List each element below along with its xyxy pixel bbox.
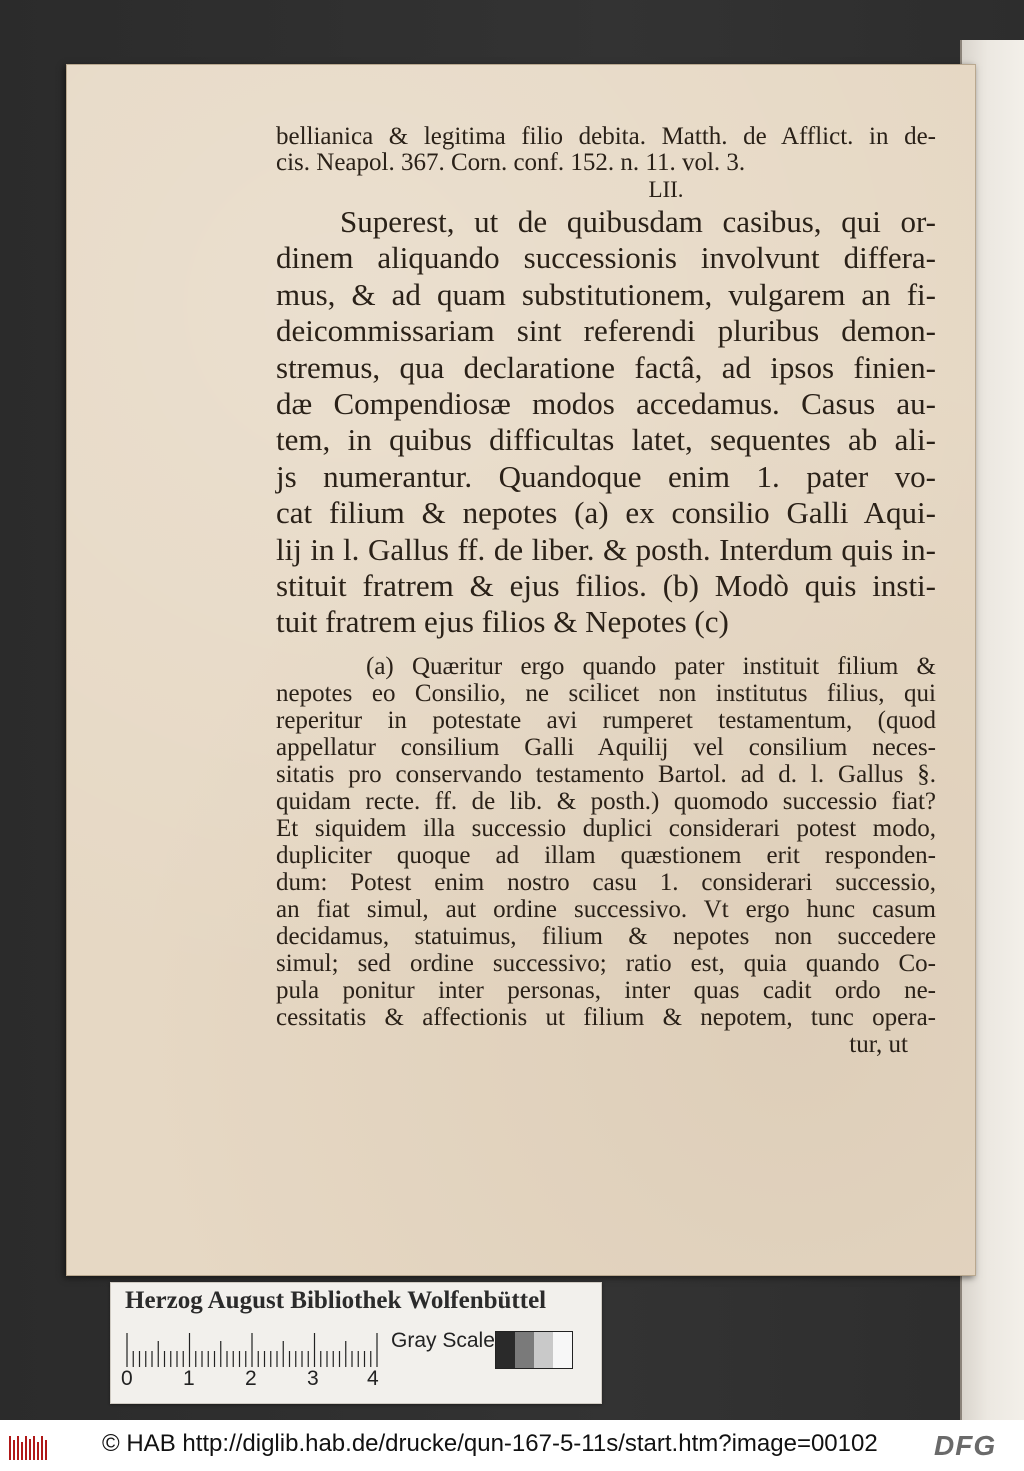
- library-color-card: [110, 1282, 602, 1404]
- paragraph-line: dinem aliquando successionis involvunt differa-: [276, 240, 936, 276]
- paragraph-line: mus, & ad quam substitutionem, vulgarem an fi-: [276, 276, 936, 312]
- gray-swatch: [534, 1332, 553, 1368]
- gray-swatch: [553, 1332, 572, 1368]
- footnote-line: dum: Potest enim nostro casu 1. considerari successio,: [276, 868, 936, 896]
- footnote-line: an fiat simul, aut ordine successivo. Vt ergo hunc casum: [276, 895, 936, 923]
- paragraph-line: tuit fratrem ejus filios & Nepotes (c): [276, 604, 729, 640]
- footnote-line: nepotes eo Consilio, ne scilicet non institutus filius, qui: [276, 679, 936, 707]
- page-text-column: [276, 124, 936, 1058]
- scale-number: 0: [121, 1367, 133, 1390]
- catchword: tur, ut: [849, 1030, 908, 1058]
- paragraph-line: stremus, qua declaratione factâ, ad ipsos finien-: [276, 349, 936, 385]
- footnote-line: pula ponitur inter personas, inter quas cadit ordo ne-: [276, 976, 936, 1004]
- footnote-line: dupliciter quoque ad illam quæstionem erit responden-: [276, 841, 936, 869]
- footnote-line: (a) Quæritur ergo quando pater instituit filium &: [366, 652, 936, 680]
- footnote-line: reperitur in potestate avi rumperet testamentum, (quod: [276, 706, 936, 734]
- gray-scale-swatches: [495, 1331, 573, 1369]
- footnote-line: sitatis pro conservando testamento Bartol. ad d. l. Gallus §.: [276, 760, 936, 788]
- footnote-line: decidamus, statuimus, filium & nepotes non succedere: [276, 922, 936, 950]
- paragraph-line: lij in l. Gallus ff. de liber. & posth. Interdum quis in-: [276, 531, 936, 567]
- scale-number: 3: [307, 1367, 319, 1390]
- paragraph-line: stituit fratrem & ejus filios. (b) Modò quis insti-: [276, 567, 936, 603]
- footnote-line: quidam recte. ff. de lib. & posth.) quomodo successio fiat?: [276, 787, 936, 815]
- paragraph-line: Superest, ut de quibusdam casibus, qui or-: [340, 204, 936, 239]
- main-paragraph: [276, 204, 936, 641]
- hab-barcode-logo-icon[interactable]: [8, 1434, 48, 1462]
- scale-number: 1: [183, 1367, 195, 1390]
- scale-ruler-icon: [123, 1331, 393, 1367]
- paragraph-line: cat filium & nepotes (a) ex consilio Galli Aqui-: [276, 495, 936, 531]
- gray-swatch: [515, 1332, 534, 1368]
- scale-number: 2: [245, 1367, 257, 1390]
- paragraph-line: dæ Compendiosæ modos accedamus. Casus au-: [276, 385, 936, 421]
- head-line: bellianica & legitima filio debita. Matth. de Afflict. in de-: [276, 123, 936, 150]
- gray-scale-label: Gray Scale: [391, 1329, 495, 1352]
- paragraph-line: tem, in quibus difficultas latet, sequentes ab ali-: [276, 422, 936, 458]
- paragraph-line: js numerantur. Quandoque enim 1. pater vo-: [276, 458, 936, 494]
- dfg-logo[interactable]: DFG: [934, 1430, 997, 1461]
- scale-number: 4: [367, 1367, 379, 1390]
- footnote-line: appellatur consilium Galli Aquilij vel consilium neces-: [276, 733, 936, 761]
- library-name: Herzog August Bibliothek Wolfenbüttel: [125, 1287, 547, 1314]
- section-number: LII.: [648, 177, 684, 202]
- viewer-footer: [0, 1420, 1024, 1471]
- carryover-lines: [276, 124, 936, 176]
- footnote-line: Et siquidem illa successio duplici considerari potest modo,: [276, 814, 936, 842]
- copyright-link[interactable]: © HAB http://diglib.hab.de/drucke/qun-167-5-11s/start.htm?image=00102: [102, 1430, 878, 1457]
- footnote-line: simul; sed ordine successivo; ratio est, quia quando Co-: [276, 949, 936, 977]
- gray-swatch: [496, 1332, 515, 1368]
- paragraph-line: deicommissariam sint referendi pluribus demon-: [276, 313, 936, 349]
- footnote-block: [276, 653, 936, 1058]
- head-line: cis. Neapol. 367. Corn. conf. 152. n. 11. vol. 3.: [276, 149, 746, 176]
- footnote-line: cessitatis & affectionis ut filium & nepotem, tunc opera-: [276, 1003, 936, 1031]
